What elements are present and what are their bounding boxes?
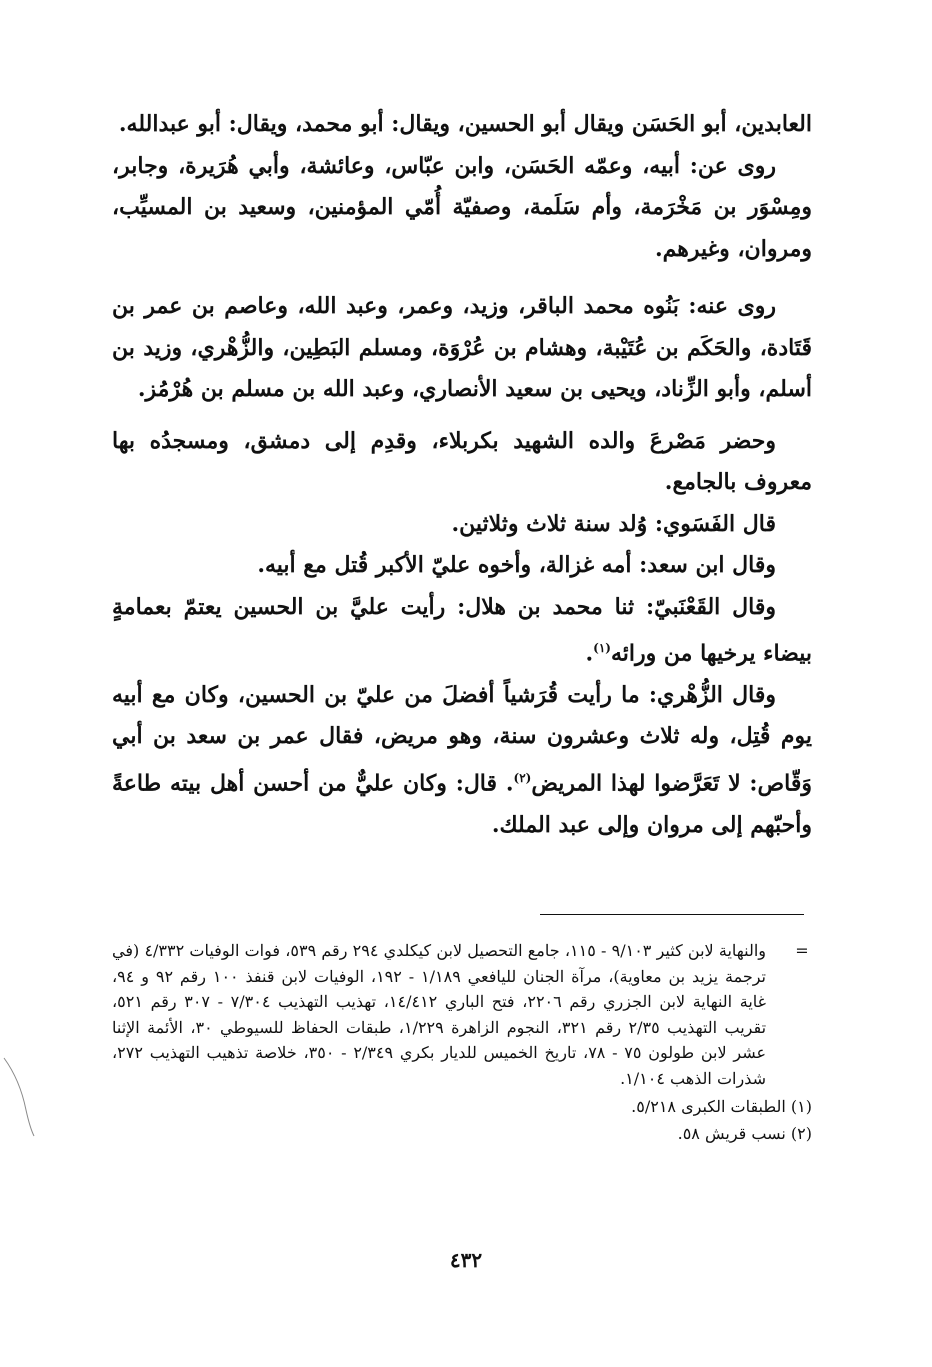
margin-scribble-mark [0,1050,40,1140]
footnotes-block [112,938,812,1147]
footnote-continuation [112,938,812,1092]
paragraph-ibn-saad: وقال ابن سعد: أمه غزالة، وأخوه عليّ الأكبر قُتل مع أبيه. [257,552,776,578]
paragraph-zuhri [112,675,812,846]
paragraph-qanabi-text: وقال القَعْنَبيّ: ثنا محمد بن هلال: رأيت عليَّ بن الحسين يعتمّ بعمامةٍ بيضاء يرخيها من ورائه [112,593,812,667]
paragraph-karbala: وحضر مَصْرعَ والده الشهيد بكربلاء، وقدِم إلى دمشق، ومسجدُه بها معروف بالجامع. [112,427,812,495]
paragraph-zuhri-text: وقال الزُّهْري: ما رأيت قُرَشياً أفضلَ من عليّ بن الحسين، وكان مع أبيه يوم قُتِل، وله ثلاث وعشرون سنة، وهو مريض، فقال عمر بن سعد بن أبي وَقّاص: لا تَعَرَّضوا لهذا المريض [112,681,812,797]
paragraph-fasawi: قال الفَسَوي: وُلد سنة ثلاث وثلاثين. [451,510,776,537]
page-number: ٤٣٢ [449,1248,483,1272]
footnote-ref-2[interactable]: (٢) [513,770,532,785]
footnote-2: (٢) نسب قريش ٥٨. [677,1124,812,1144]
continuation-marker: = [795,941,809,960]
paragraph-opening: العابدين، أبو الحَسَن ويقال أبو الحسين، ويقال: أبو محمد، ويقال: أبو عبدالله. [118,111,812,137]
period: . [585,640,594,667]
paragraph-qanabi [112,587,812,675]
footnote-separator [540,914,804,915]
continuation-text: والنهاية لابن كثير ٩/١٠٣ - ١١٥، جامع التحصيل لابن كيكلدي ٢٩٤ رقم ٥٣٩، فوات الوفيات ٤/٣٣٢ (في ترجمة يزيد بن معاوية)، مرآة الجنان لليافعي ١/١٨٩ - ١٩٢، الوفيات لابن قنفذ ١٠٠ رقم ٩٢ و ٩٤، غاية النهاية لابن الجزري رقم ٢٢٠٦، فتح الباري ١٤/٤١٢، تهذيب التهذيب ٧/٣٠٤ - ٣٠٧ رقم ٥٢١، تقريب التهذيب ٢/٣٥ رقم ٣٢١، النجوم الزاهرة ١/٢٢٩، طبقات الحفاظ للسيوطي ٣٠، الأئمة الإثنا عشر لابن طولون ٧٥ - ٧٨، تاريخ الخميس للديار بكري ٢/٣٤٩ - ٣٥٠، خلاصة تذهيب التهذيب ٢٧٢، شذرات الذهب ١/١٠٤. [112,941,767,1088]
paragraph-zuhri-end: قال: وكان عليٌّ من أحسن أهل بيته طاعةً وأحبّهم إلى مروان وإلى عبد الملك. [112,770,812,838]
footnote-1: (١) الطبقات الكبرى ٥/٢١٨. [631,1096,812,1116]
main-text-block [112,104,812,846]
paragraph-narrated-from: روى عن: أبيه، وعمّه الحَسَن، وابن عبّاس، وعائشة، وأبي هُرَيرة، وجابر، ومِسْوَر بن مَخْرَمة، وأم سَلَمة، وصفيّة أُمّي المؤمنين، وسعيد بن المسيِّب، ومروان، وغيرهم. [112,152,812,262]
footnote-ref-1[interactable]: (١) [593,641,611,655]
paragraph-narrators: روى عنه: بَنُوه محمد الباقر، وزيد، وعمر، وعبد الله، وعاصم بن عمر بن قَتَادة، والحَكَم بن عُتَيْبة، وهشام بن عُرْوَة، ومسلم البَطِين، والزُّهْري، وزيد بن أسلم، وأبو الزِّناد، ويحيى بن سعيد الأنصاري، وعبد الله بن مسلم بن هُرْمُز. [112,293,812,402]
period: . [505,770,514,797]
